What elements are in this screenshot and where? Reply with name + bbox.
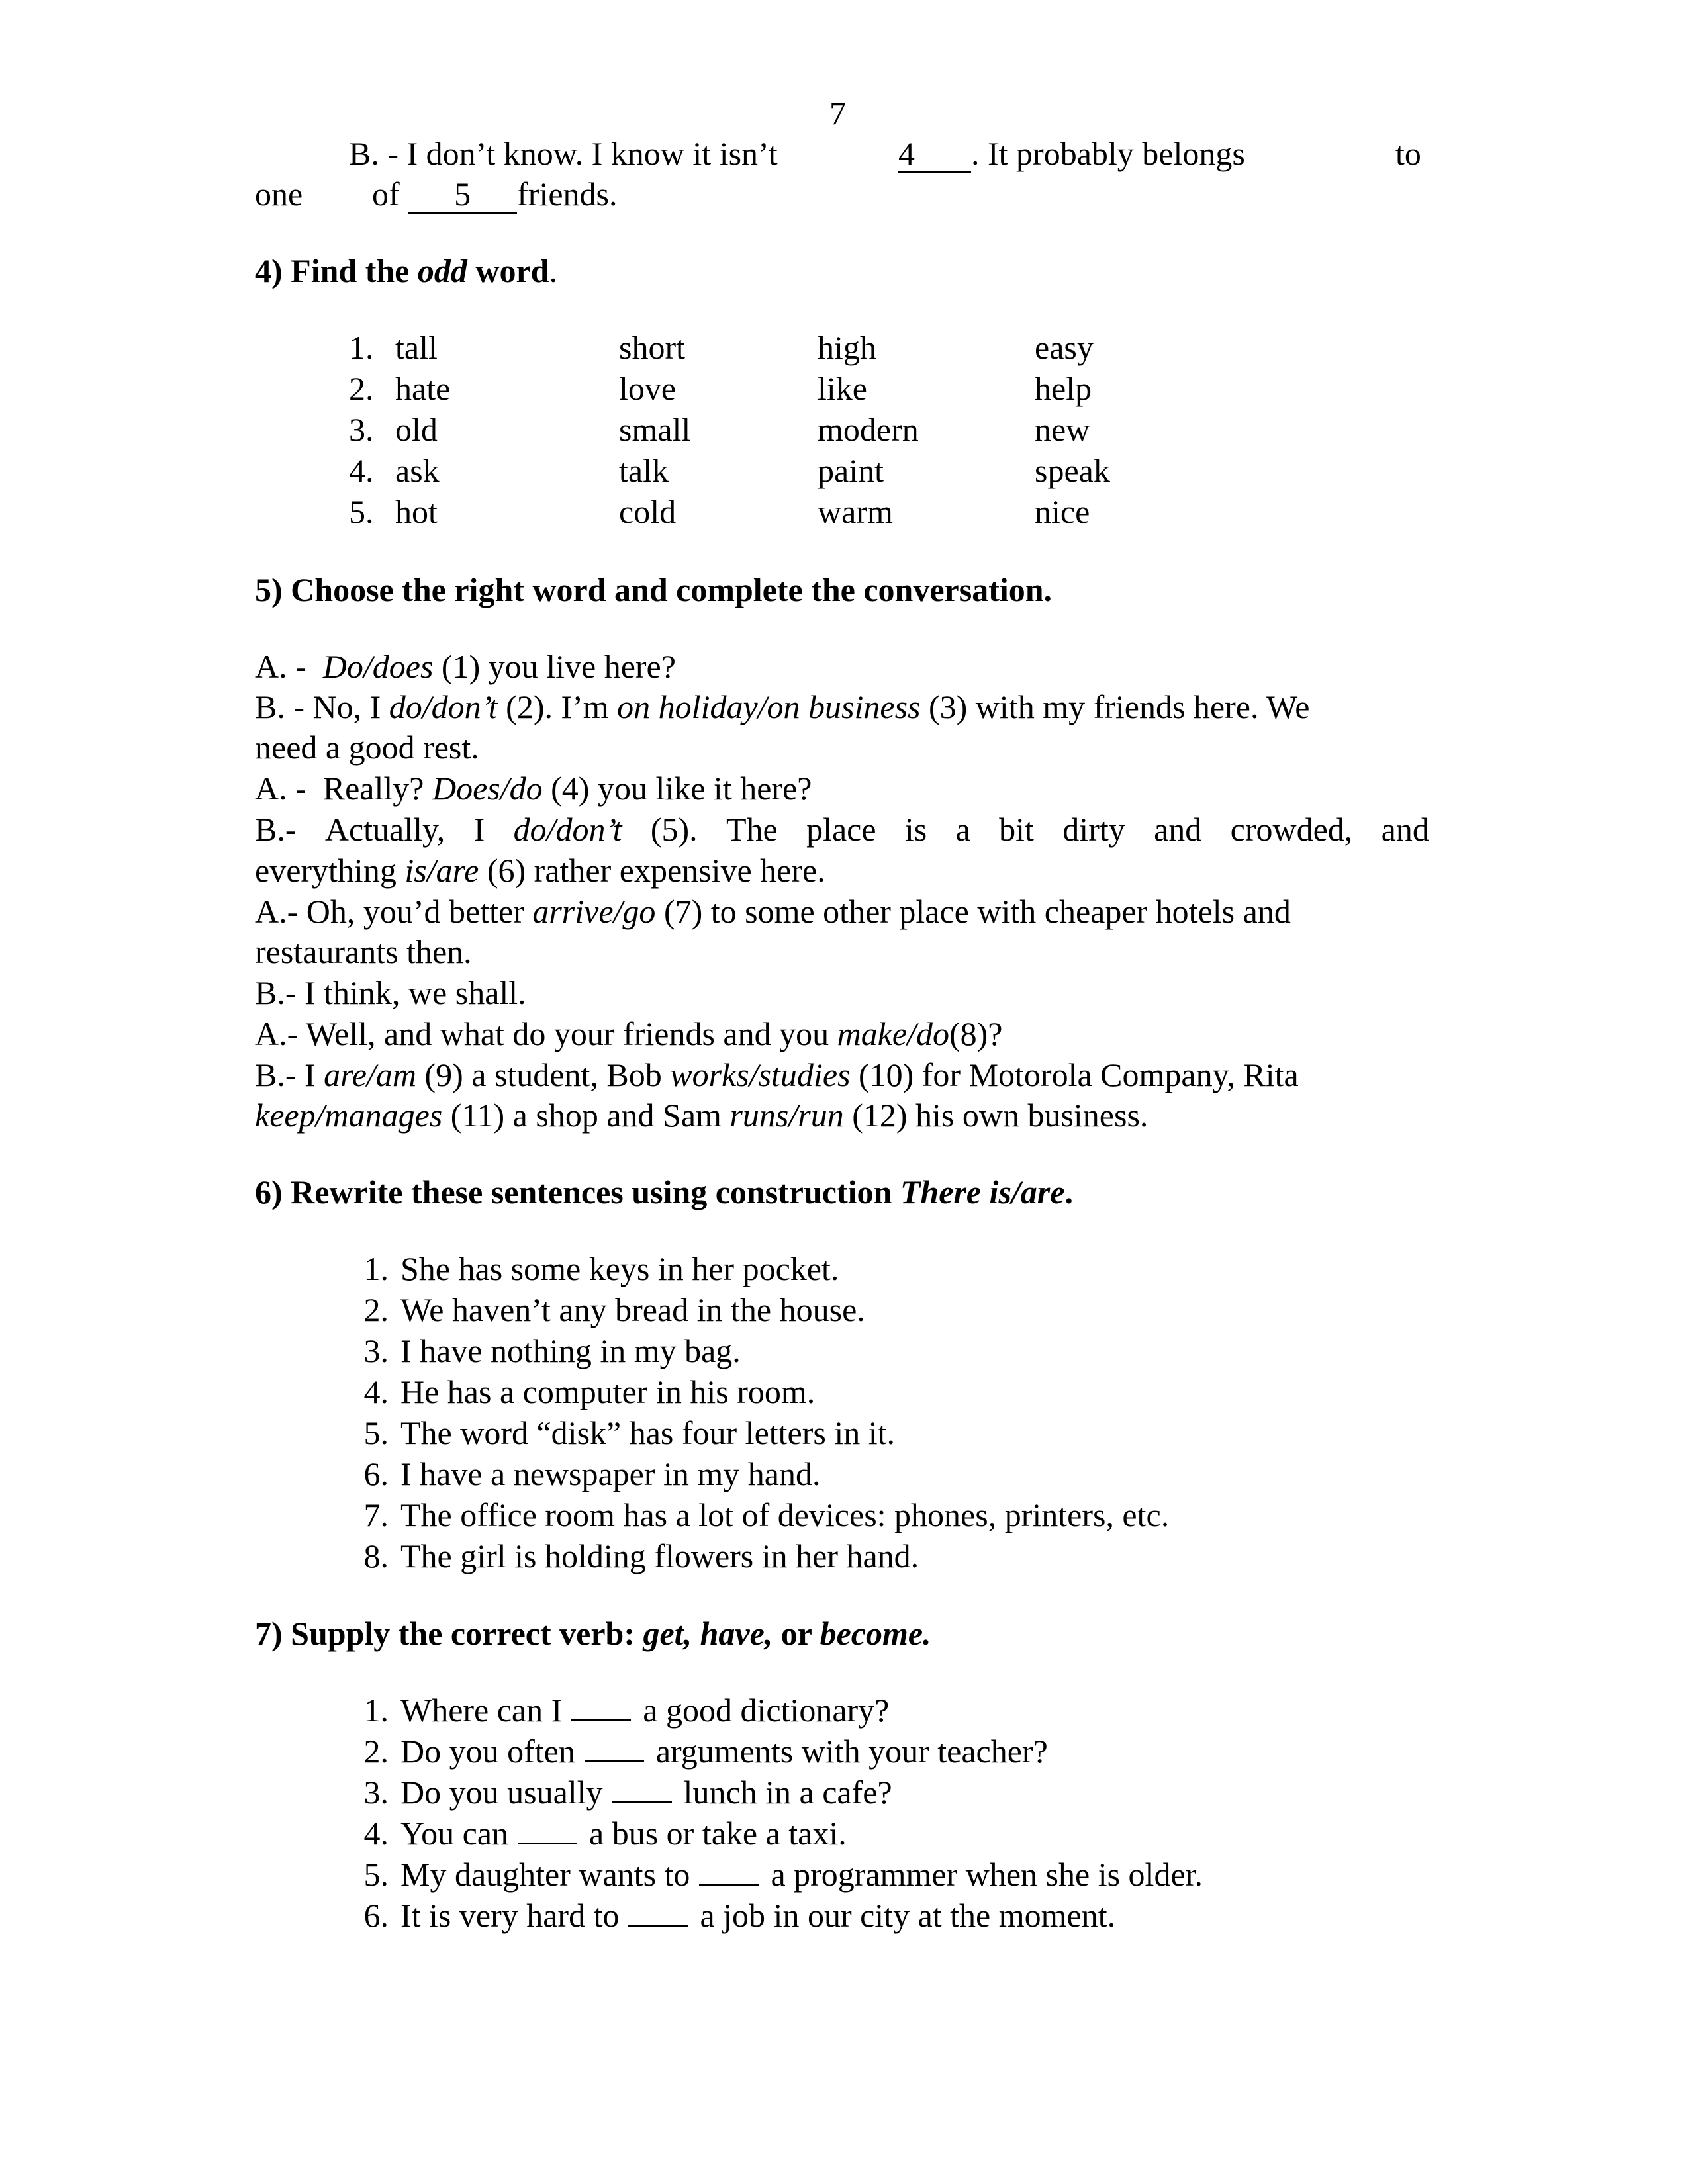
section-6-title: 6) Rewrite these sentences using construction There is/are.: [255, 1173, 1073, 1210]
odd-word-cell: new: [1035, 411, 1090, 448]
list-item: 2. We haven’t any bread in the house.: [363, 1291, 865, 1328]
blank-4: 4 . It probably belongs: [898, 135, 1245, 172]
odd-word-cell: hate: [395, 370, 451, 407]
conversation-line-9: B.- I think, we shall.: [255, 974, 526, 1011]
list-item: 2. Do you often arguments with your teacher?: [363, 1733, 1048, 1770]
odd-word-cell: speak: [1035, 452, 1110, 489]
conversation-line-2: B. - No, I do/don’t (2). I’m on holiday/on business (3) with my friends here. We: [255, 688, 1310, 725]
word-one: one: [255, 175, 303, 212]
section-4-title: 4) Find the odd word.: [255, 252, 557, 289]
odd-word-cell: hot: [395, 493, 438, 530]
conversation-line-4: A. - Really? Does/do (4) you like it here?: [255, 770, 812, 807]
list-item: 1. She has some keys in her pocket.: [363, 1250, 839, 1287]
list-item: 8. The girl is holding flowers in her hand.: [363, 1537, 919, 1574]
answer-blank[interactable]: [628, 1924, 688, 1927]
answer-blank[interactable]: [518, 1842, 577, 1844]
list-item: 3. Do you usually lunch in a cafe?: [363, 1774, 892, 1811]
odd-word-row-number: 3.: [349, 411, 374, 448]
answer-blank[interactable]: [612, 1801, 672, 1803]
odd-word-cell: ask: [395, 452, 440, 489]
odd-word-cell: love: [619, 370, 677, 407]
list-item: 7. The office room has a lot of devices: phones, printers, etc.: [363, 1496, 1170, 1533]
list-item: 5. The word “disk” has four letters in it.: [363, 1414, 896, 1451]
conversation-line-5: B.- Actually, I do/don’t (5). The place is a bit dirty and crowded, and: [255, 811, 1429, 848]
odd-word-cell: help: [1035, 370, 1092, 407]
odd-word-cell: paint: [818, 452, 884, 489]
odd-word-cell: nice: [1035, 493, 1090, 530]
word-to: to: [1395, 135, 1421, 172]
blank-5: 5: [408, 177, 517, 214]
list-item: 1. Where can I a good dictionary?: [363, 1692, 890, 1729]
odd-word-row-number: 2.: [349, 370, 374, 407]
odd-word-cell: old: [395, 411, 438, 448]
list-item: 4. You can a bus or take a taxi.: [363, 1815, 847, 1852]
conversation-line-1: A. - Do/does (1) you live here?: [255, 648, 676, 685]
odd-word-row-number: 1.: [349, 329, 374, 366]
section-7-title: 7) Supply the correct verb: get, have, or become.: [255, 1615, 931, 1652]
conversation-line-3: need a good rest.: [255, 729, 479, 766]
odd-word-cell: like: [818, 370, 867, 407]
odd-word-cell: talk: [619, 452, 669, 489]
dialogue-line-1: B. - I don’t know. I know it isn’t: [349, 135, 778, 172]
odd-word-cell: short: [619, 329, 685, 366]
list-item: 6. It is very hard to a job in our city at the moment.: [363, 1897, 1116, 1934]
odd-word-cell: modern: [818, 411, 919, 448]
odd-word-row-number: 4.: [349, 452, 374, 489]
list-item: 6. I have a newspaper in my hand.: [363, 1455, 821, 1492]
list-item: 4. He has a computer in his room.: [363, 1373, 816, 1410]
odd-word-cell: cold: [619, 493, 677, 530]
section-5-title: 5) Choose the right word and complete the conversation.: [255, 571, 1053, 608]
odd-word-cell: high: [818, 329, 876, 366]
conversation-line-11: B.- I are/am (9) a student, Bob works/studies (10) for Motorola Company, Rita: [255, 1056, 1299, 1093]
odd-word-cell: small: [619, 411, 691, 448]
odd-word-cell: tall: [395, 329, 438, 366]
conversation-line-6: everything is/are (6) rather expensive here.: [255, 852, 825, 889]
odd-word-cell: easy: [1035, 329, 1094, 366]
list-item: 5. My daughter wants to a programmer when she is older.: [363, 1856, 1203, 1893]
conversation-line-12: keep/manages (11) a shop and Sam runs/run (12) his own business.: [255, 1097, 1149, 1134]
answer-blank[interactable]: [585, 1760, 644, 1762]
page-number: 7: [829, 95, 846, 132]
conversation-line-8: restaurants then.: [255, 933, 472, 970]
dialogue-line-2: of 5 friends.: [372, 175, 618, 212]
answer-blank[interactable]: [699, 1883, 759, 1886]
conversation-line-7: A.- Oh, you’d better arrive/go (7) to some other place with cheaper hotels and: [255, 893, 1291, 930]
odd-word-cell: warm: [818, 493, 893, 530]
conversation-line-10: A.- Well, and what do your friends and you make/do(8)?: [255, 1015, 1003, 1052]
answer-blank[interactable]: [571, 1719, 631, 1721]
odd-word-row-number: 5.: [349, 493, 374, 530]
list-item: 3. I have nothing in my bag.: [363, 1332, 741, 1369]
